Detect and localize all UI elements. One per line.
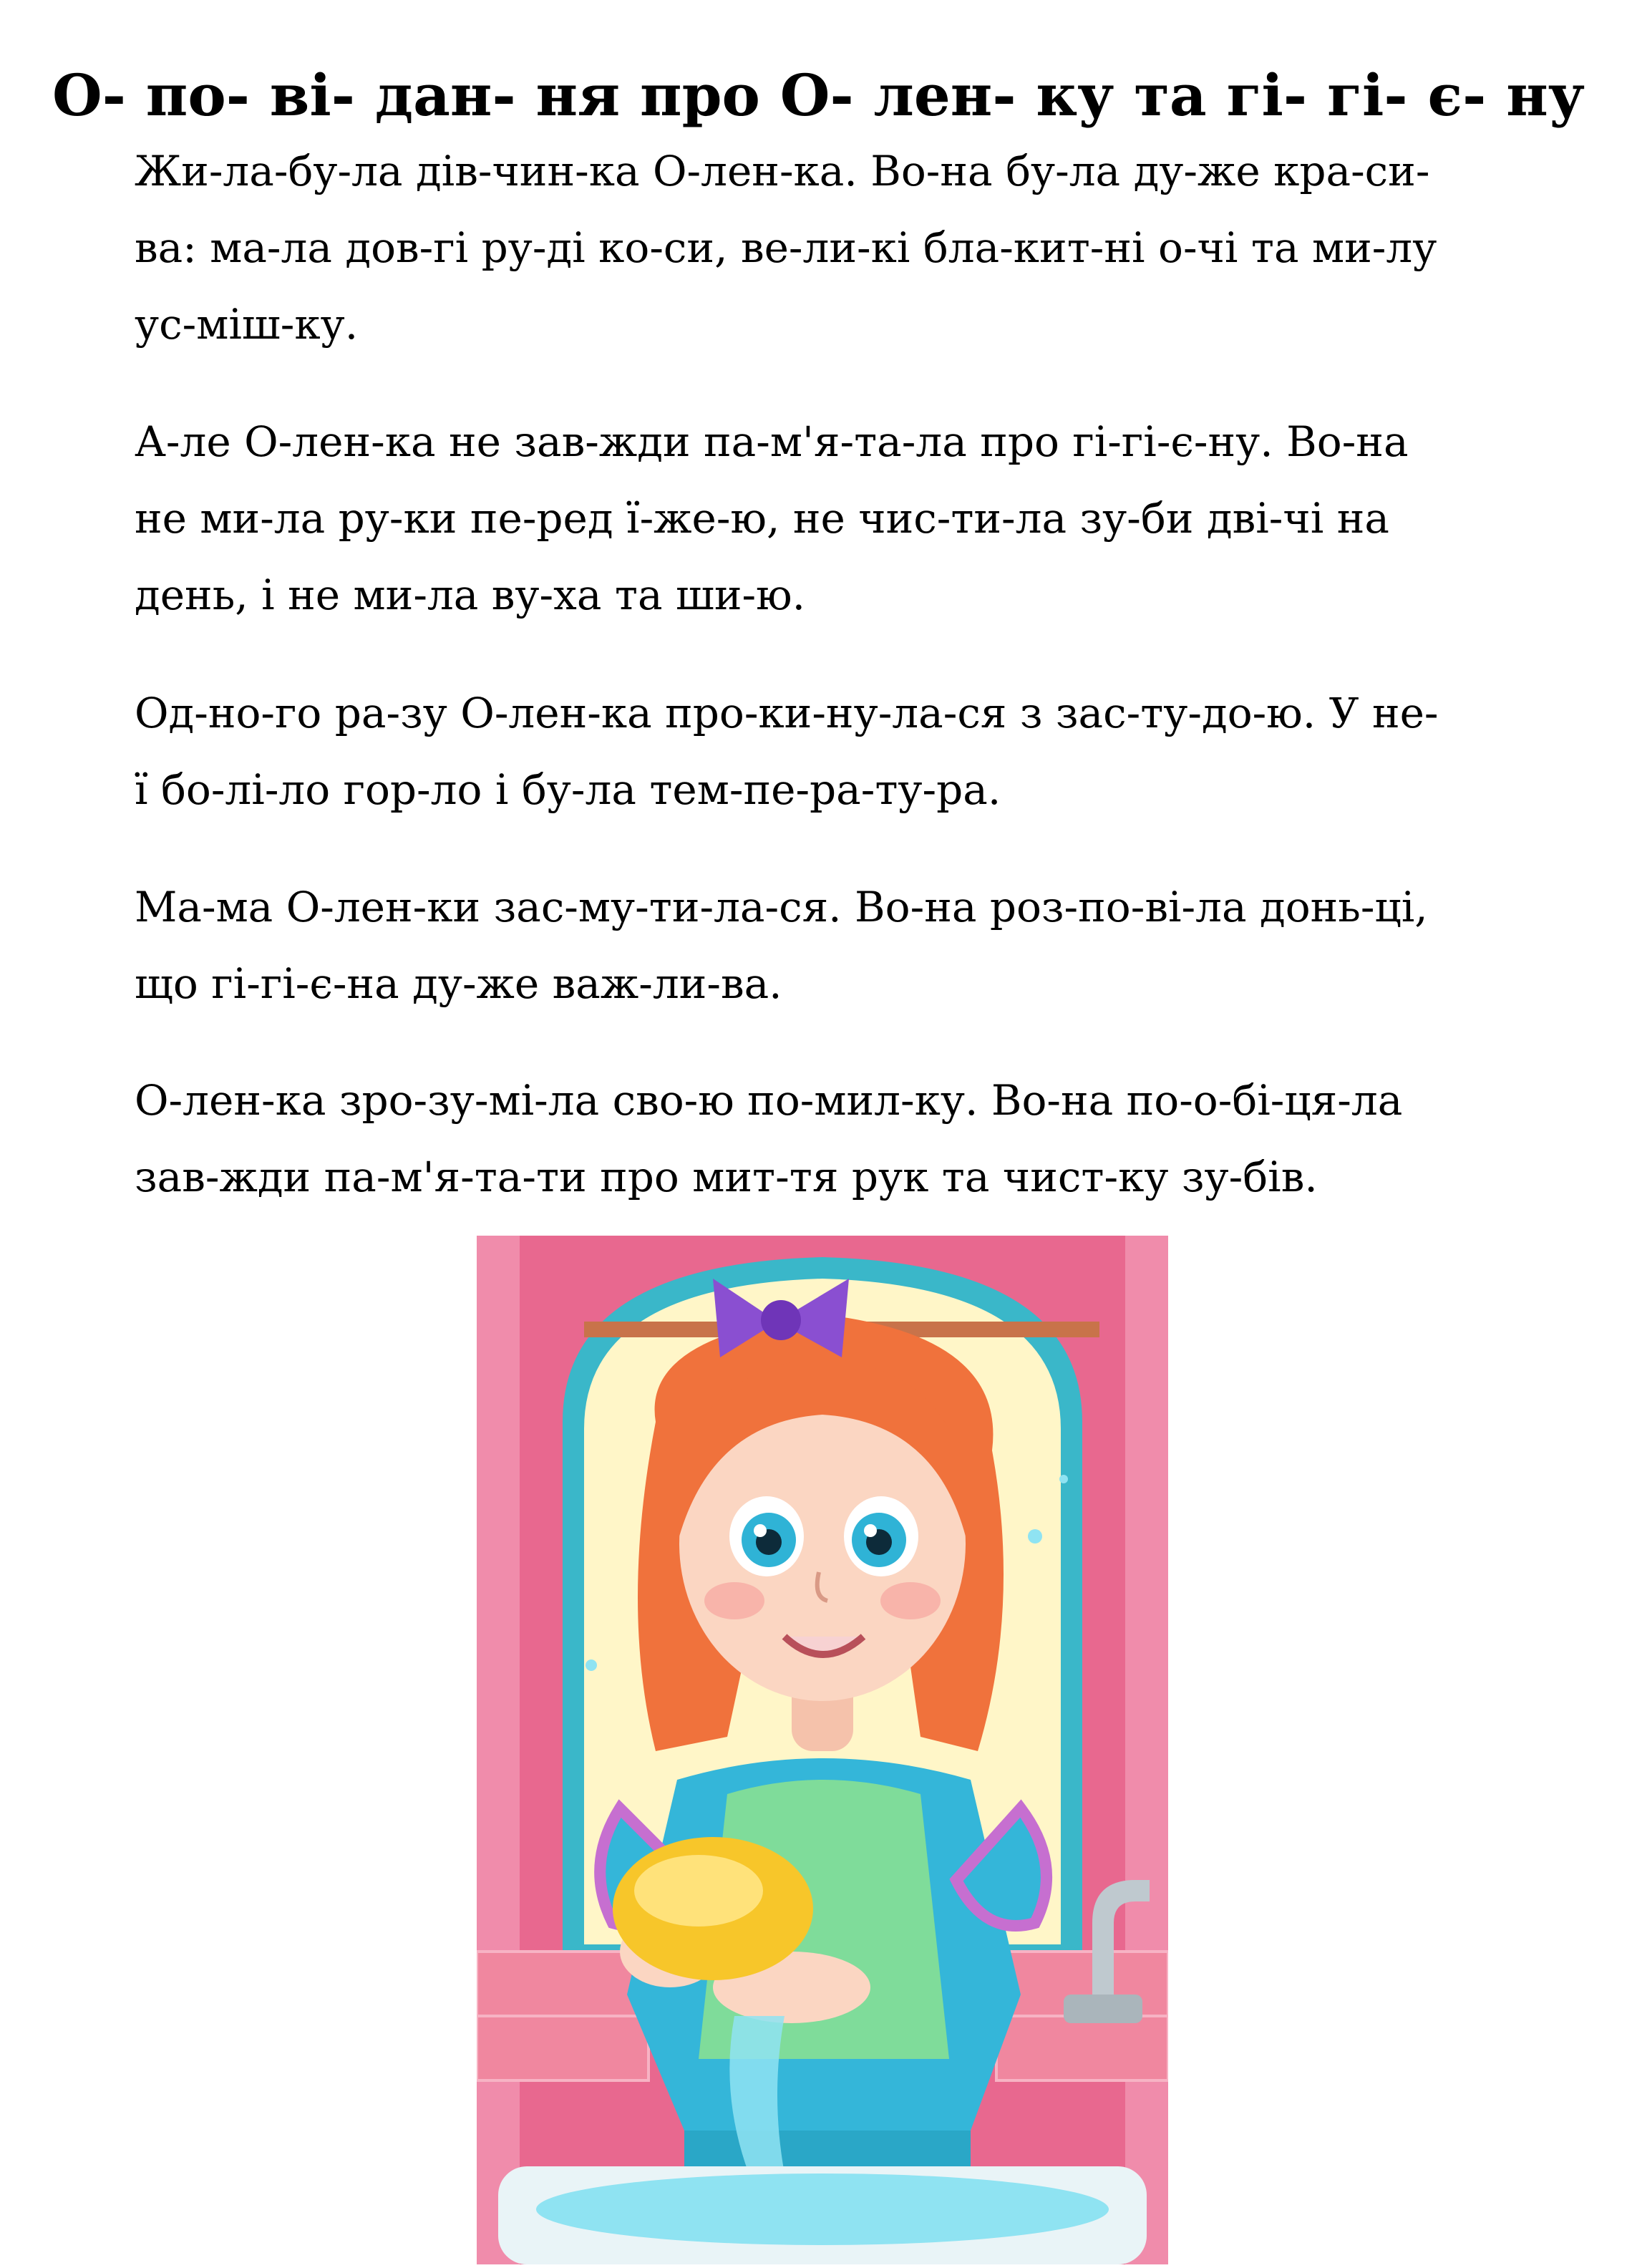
eye-shine-right — [864, 1524, 877, 1537]
bubble — [1028, 1529, 1042, 1544]
text-line: Ма-ма О-лен-ки зас-му-ти-ла-ся. Во-на роз-по-ві-ла донь-ці, — [135, 883, 1428, 931]
sink-water — [536, 2174, 1109, 2245]
girl-washing-hands-illustration — [477, 1236, 1168, 2264]
cheek-left — [704, 1582, 764, 1619]
page-title: О- по- ві- дан- ня про О- лен- ку та гі- гі- є- ну — [52, 62, 1585, 129]
paragraph-5 — [135, 1062, 1402, 1216]
bubble — [1059, 1475, 1068, 1483]
wall-stripe-left — [477, 1236, 520, 2264]
text-line: ус-міш-ку. — [135, 300, 359, 349]
text-line: ва: ма-ла дов-гі ру-ді ко-си, ве-ли-кі бла-кит-ні о-чі та ми-лу — [135, 223, 1437, 272]
cheek-right — [880, 1582, 941, 1619]
faucet-base — [1064, 1995, 1142, 2023]
bubble — [586, 1659, 597, 1671]
text-line: Од-но-го ра-зу О-лен-ка про-ки-ну-ла-ся з зас-ту-до-ю. У не- — [135, 689, 1439, 737]
text-line: не ми-ла ру-ки пе-ред ї-же-ю, не чис-ти-ла зу-би дві-чі на — [135, 494, 1389, 543]
eye-shine-left — [754, 1524, 767, 1537]
text-line: день, і не ми-ла ву-ха та ши-ю. — [135, 571, 806, 619]
text-line: О-лен-ка зро-зу-мі-ла сво-ю по-мил-ку. Во-на по-о-бі-ця-ла — [135, 1076, 1403, 1125]
text-line: Жи-ла-бу-ла дів-чин-ка О-лен-ка. Во-на бу-ла ду-же кра-си- — [135, 147, 1430, 195]
paragraph-3 — [135, 675, 1439, 828]
text-line: зав-жди па-м'я-та-ти про мит-тя рук та чист-ку зу-бів. — [135, 1153, 1318, 1201]
text-line: що гі-гі-є-на ду-же важ-ли-ва. — [135, 959, 782, 1008]
soap-highlight — [634, 1855, 763, 1927]
bow-knot — [761, 1300, 801, 1340]
text-line: А-ле О-лен-ка не зав-жди па-м'я-та-ла про гі-гі-є-ну. Во-на — [135, 417, 1409, 466]
wall-stripe-right — [1125, 1236, 1168, 2264]
paragraph-1 — [135, 133, 1437, 363]
text-line: ї бо-лі-ло гор-ло і бу-ла тем-пе-ра-ту-ра. — [135, 765, 1001, 814]
paragraph-4 — [135, 869, 1428, 1022]
paragraph-2 — [135, 404, 1409, 634]
